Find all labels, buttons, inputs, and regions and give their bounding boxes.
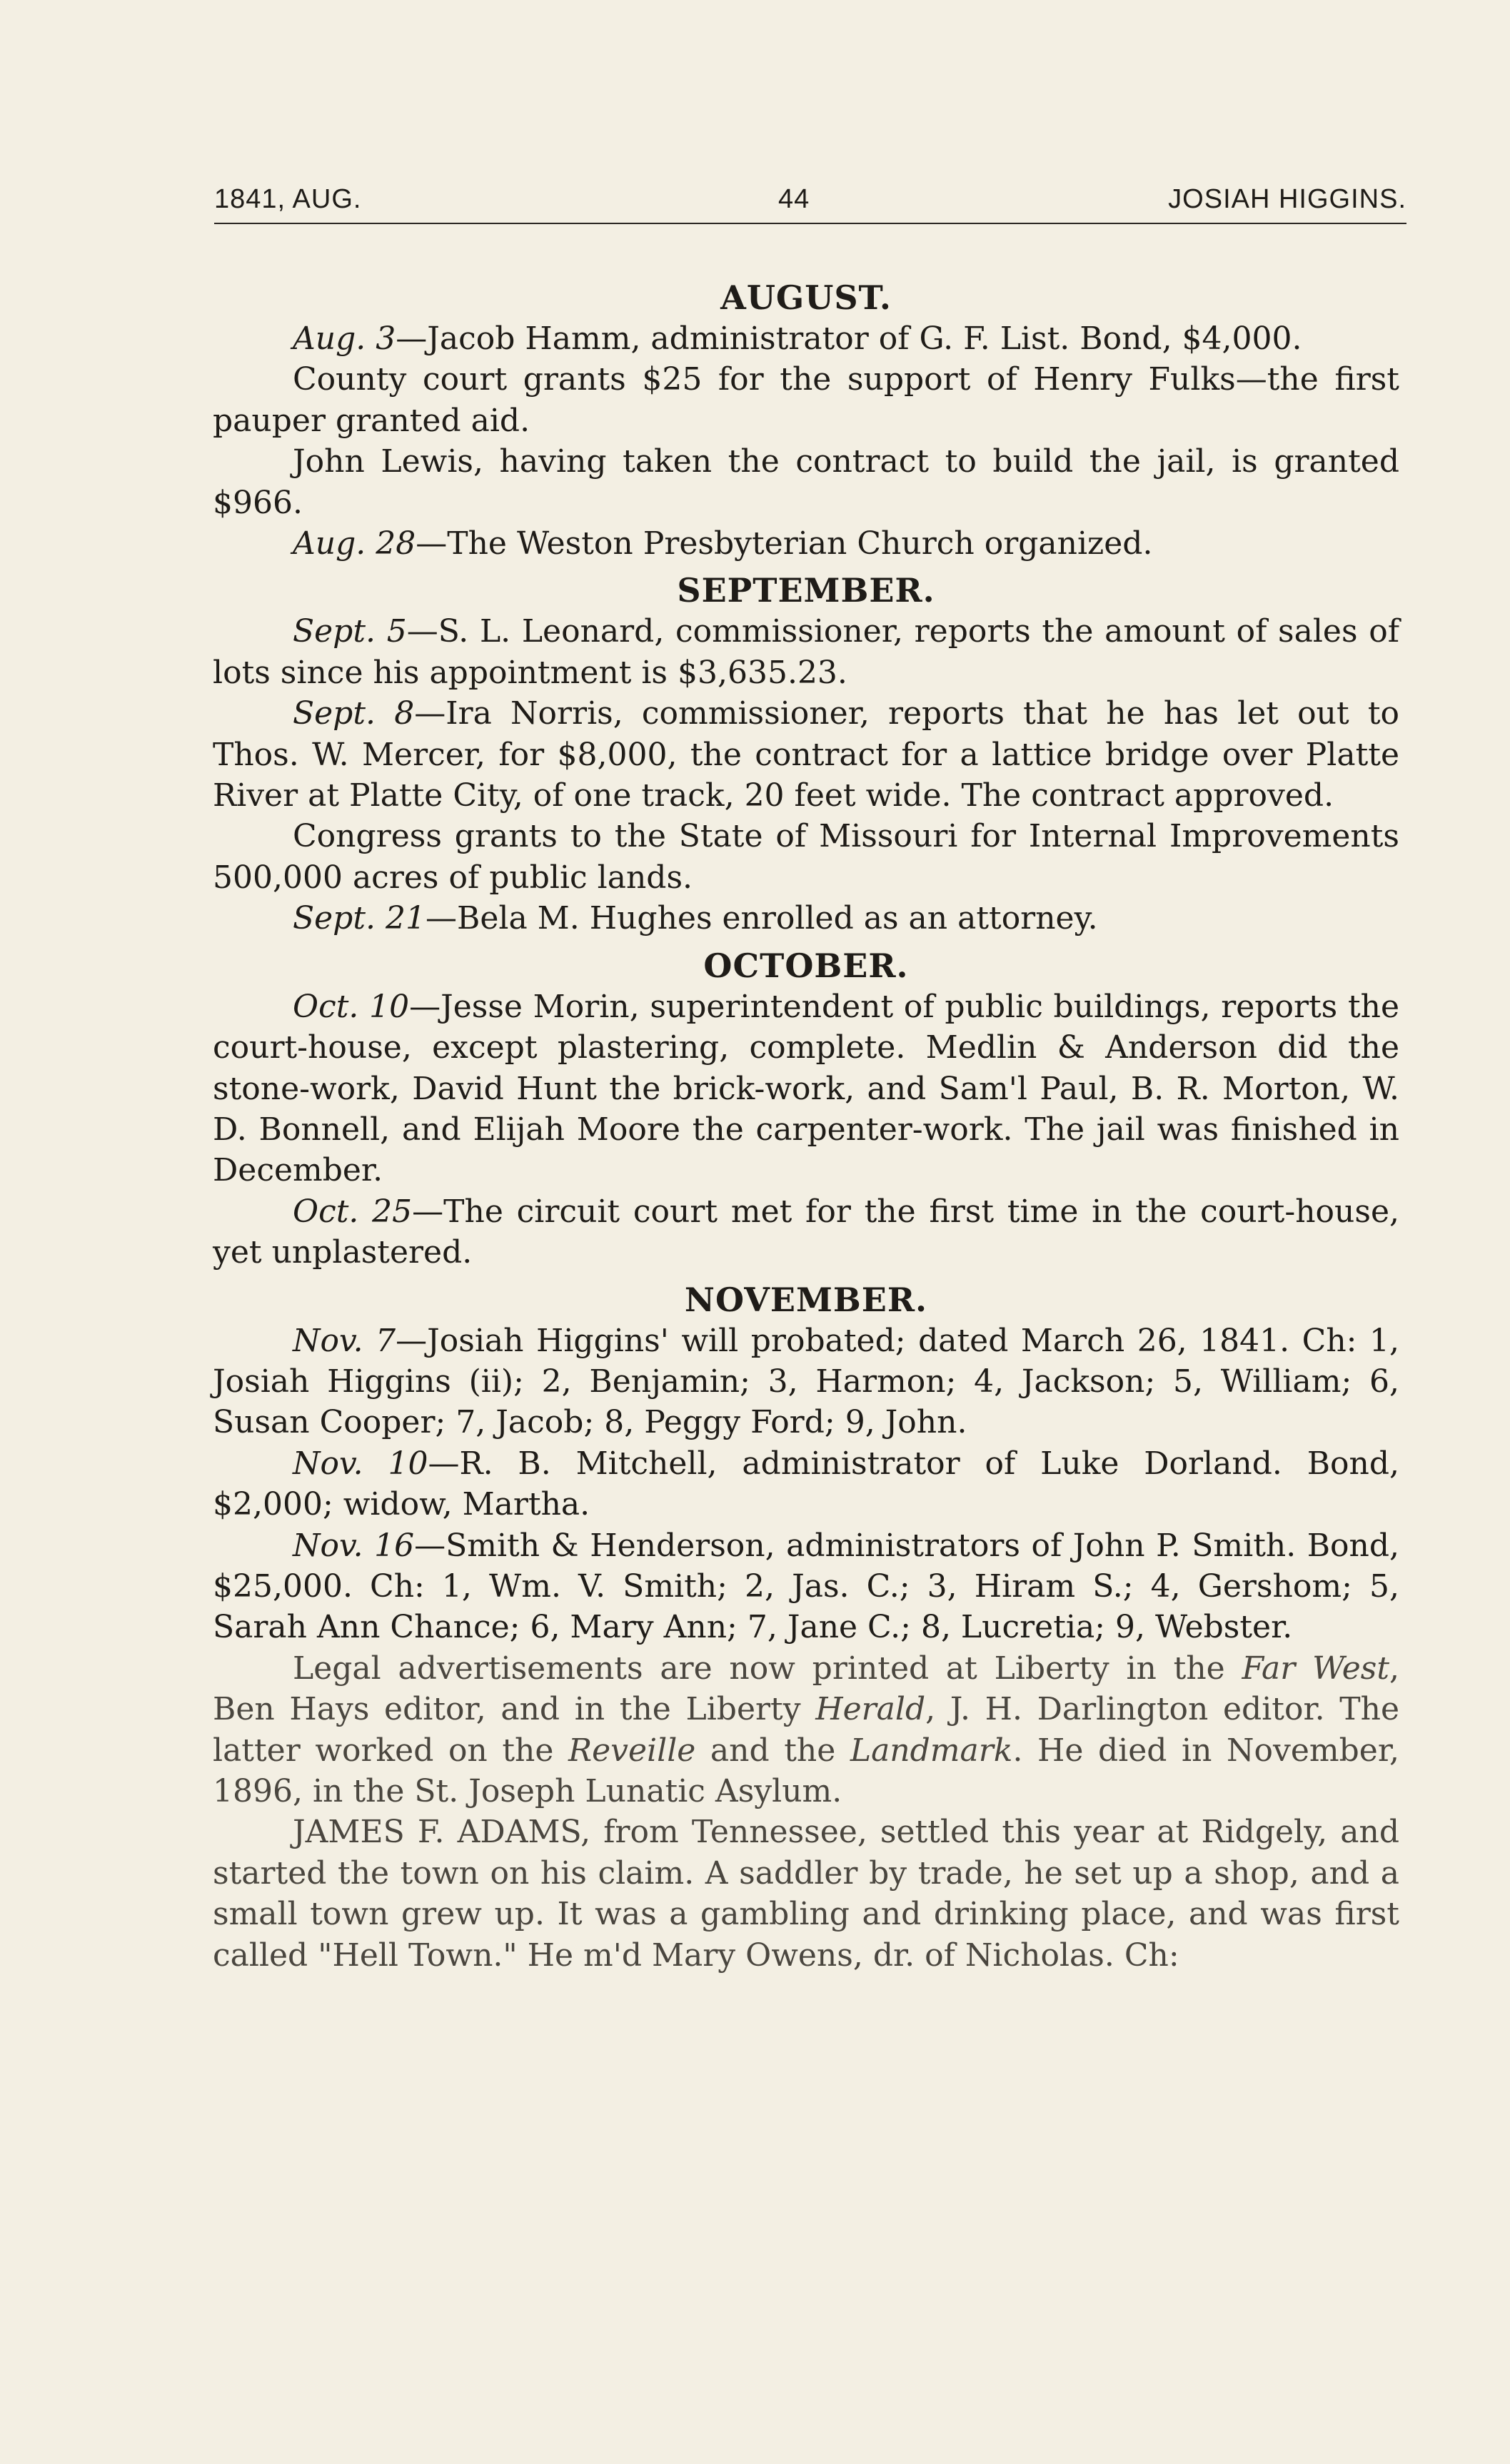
entry-text: County court grants $25 for the support of Henry Fulks—the first pauper granted aid. (213, 361, 1399, 439)
entry-oct-25 (213, 1191, 1399, 1273)
entry-text: Legal advertisements are now printed at Liberty in the (293, 1650, 1242, 1687)
section-heading-august: AUGUST. (720, 278, 892, 317)
entry-sept-8 (213, 693, 1399, 816)
entry-nov-16 (213, 1525, 1399, 1648)
section-heading-november: NOVEMBER. (684, 1280, 928, 1319)
entry-sept-21 (213, 898, 1399, 939)
entry-text: , from Tennessee, settled this year at Ridgely, and started the town on his claim. A saddler by trade, he set up a shop, and a small town grew up. It was a gambling and drinking place, and was first called "Hell Town." He m'd Mary Owens, dr. of Nicholas. Ch: (213, 1814, 1399, 1974)
newspaper-reveille: Reveille (568, 1732, 696, 1769)
newspaper-herald: Herald (815, 1691, 926, 1728)
entry-text: —R. B. Mitchell, administrator of Luke Dorland. Bond, $2,000; widow, Martha. (213, 1445, 1400, 1523)
entry-date: Sept. 8 (293, 695, 415, 732)
entry-text: , Ben Hays editor, and in the Liberty (213, 1650, 1400, 1728)
header-date: 1841, AUG. (214, 184, 362, 214)
entry-john-lewis (213, 441, 1399, 523)
entry-date: Nov. 7 (293, 1322, 396, 1359)
page-body (213, 271, 1399, 1976)
page-number: 44 (778, 184, 810, 214)
entry-aug-28 (213, 523, 1399, 564)
entry-text: , J. H. Darlington editor. The latter worked on the (213, 1691, 1399, 1769)
entry-date: Oct. 10 (293, 988, 410, 1025)
entry-aug-3 (213, 318, 1399, 359)
entry-text: —Ira Norris, commissioner, reports that he has let out to Thos. W. Mercer, for $8,000, the contract for a lattice bridge over Platte River at Platte City, of one track, 20 feet wide. The contract approved. (213, 695, 1399, 814)
entry-james-adams (213, 1812, 1399, 1976)
entry-sept-5 (213, 611, 1399, 693)
entry-legal-advertisements (213, 1648, 1399, 1812)
newspaper-landmark: Landmark (850, 1732, 1013, 1769)
entry-text: —Jacob Hamm, administrator of G. F. List. Bond, $4,000. (396, 320, 1302, 357)
entry-text: . He died in November, 1896, in the St. Joseph Lunatic Asylum. (213, 1732, 1400, 1809)
entry-date: Nov. 10 (293, 1445, 428, 1482)
entry-county-court (213, 359, 1399, 441)
entry-text: —Josiah Higgins' will probated; dated March 26, 1841. Ch: 1, Josiah Higgins (ii); 2, Benjamin; 3, Harmon; 4, Jackson; 5, William; 6, Susan Cooper; 7, Jacob; 8, Peggy Ford; 9, John. (213, 1322, 1399, 1441)
entry-text: —Bela M. Hughes enrolled as an attorney. (426, 900, 1098, 937)
entry-nov-7 (213, 1321, 1399, 1443)
header-rule (214, 223, 1406, 224)
entry-text: —S. L. Leonard, commissioner, reports the amount of sales of lots since his appointment is $3,635.23. (213, 613, 1399, 691)
section-heading-september: SEPTEMBER. (677, 571, 935, 610)
running-header (214, 180, 1406, 226)
entry-text: —The Weston Presbyterian Church organized. (416, 525, 1153, 562)
entry-date: Sept. 21 (293, 900, 426, 937)
entry-text: Congress grants to the State of Missouri for Internal Improvements 500,000 acres of public lands. (213, 818, 1399, 896)
section-heading-october: OCTOBER. (703, 946, 909, 985)
entry-date: Sept. 5 (293, 613, 407, 650)
entry-text: John Lewis, having taken the contract to build the jail, is granted $966. (213, 443, 1399, 521)
entry-nov-10 (213, 1443, 1399, 1525)
newspaper-far-west: Far West (1242, 1650, 1390, 1687)
entry-text: —The circuit court met for the first time in the court-house, yet unplastered. (213, 1193, 1399, 1271)
entry-oct-10 (213, 986, 1399, 1191)
entry-date: Oct. 25 (293, 1193, 413, 1230)
entry-text: —Jesse Morin, superintendent of public buildings, reports the court-house, except plastering, complete. Medlin & Anderson did the stone-work, David Hunt the brick-work, and Sam'l Paul, B. R. Morton, W. D. Bonnell, and Elijah Moore the carpenter-work. The jail was finished in December. (213, 988, 1399, 1189)
entry-date: Aug. 28 (293, 525, 416, 562)
header-title: JOSIAH HIGGINS. (1168, 184, 1406, 214)
entry-date: Aug. 3 (293, 320, 396, 357)
entry-text: and the (695, 1732, 850, 1769)
person-name: JAMES F. ADAMS (293, 1814, 581, 1851)
entry-congress-grants (213, 816, 1399, 898)
entry-date: Nov. 16 (293, 1527, 415, 1564)
entry-text: —Smith & Henderson, administrators of John P. Smith. Bond, $25,000. Ch: 1, Wm. V. Smith; 2, Jas. C.; 3, Hiram S.; 4, Gershom; 5, Sarah Ann Chance; 6, Mary Ann; 7, Jane C.; 8, Lucretia; 9, Webster. (213, 1527, 1400, 1646)
